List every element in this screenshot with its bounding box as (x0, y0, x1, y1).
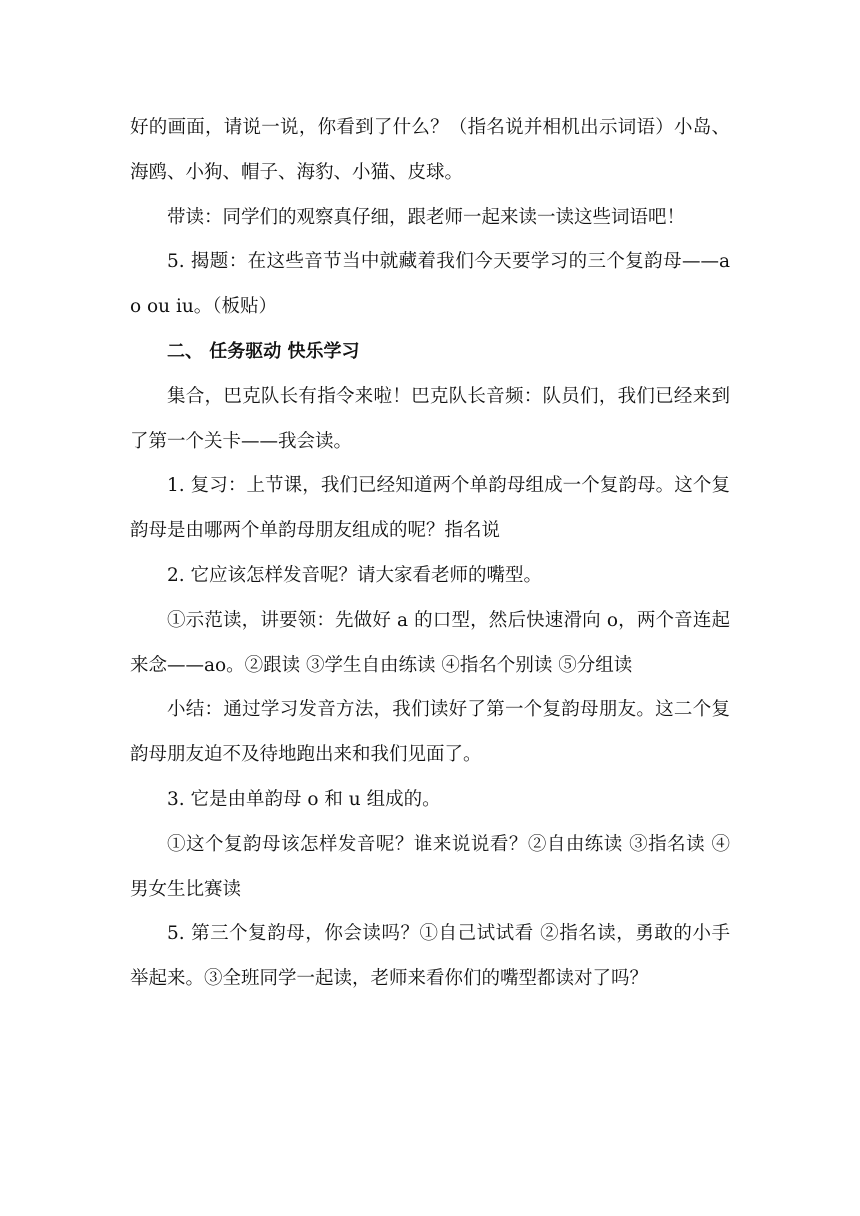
section-heading: 二、 任务驱动 快乐学习 (167, 340, 360, 362)
paragraph-demo-reading: ①示范读，讲要领：先做好 a 的口型，然后快速滑向 o，两个音连起来念——ao。②跟读 ③学生自由练读 ④指名个别读 ⑤分组读 (130, 609, 730, 676)
document-body (130, 106, 730, 1002)
paragraph-step-5: 5. 第三个复韵母，你会读吗？①自己试试看 ②指名读，勇敢的小手举起来。③全班同学一起读，老师来看你们的嘴型都读对了吗？ (130, 923, 730, 990)
paragraph-practice: ①这个复韵母该怎样发音呢？谁来说说看？②自由练读 ③指名读 ④男女生比赛读 (130, 833, 730, 900)
paragraph-summary: 小结：通过学习发音方法，我们读好了第一个复韵母朋友。这二个复韵母朋友迫不及待地跑出来和我们见面了。 (130, 699, 730, 766)
paragraph-step-1-review: 1. 复习：上节课，我们已经知道两个单韵母组成一个复韵母。这个复韵母是由哪两个单韵母朋友组成的呢？指名说 (130, 475, 730, 542)
paragraph-step-3: 3. 它是由单韵母 o 和 u 组成的。 (167, 788, 441, 810)
paragraph-continued-intro: 好的画面，请说一说，你看到了什么？（指名说并相机出示词语）小岛、海鸥、小狗、帽子、海豹、小猫、皮球。 (130, 117, 730, 183)
paragraph-reveal-topic: 5. 揭题：在这些音节当中就藏着我们今天要学习的三个复韵母——ao ou iu。（板贴） (130, 251, 730, 318)
paragraph-lead-reading: 带读：同学们的观察真仔细，跟老师一起来读一读这些词语吧！ (167, 206, 686, 228)
paragraph-assembly: 集合，巴克队长有指令来啦！巴克队长音频：队员们，我们已经来到了第一个关卡——我会读。 (130, 385, 730, 452)
paragraph-step-2: 2. 它应该怎样发音呢？请大家看老师的嘴型。 (167, 564, 543, 586)
